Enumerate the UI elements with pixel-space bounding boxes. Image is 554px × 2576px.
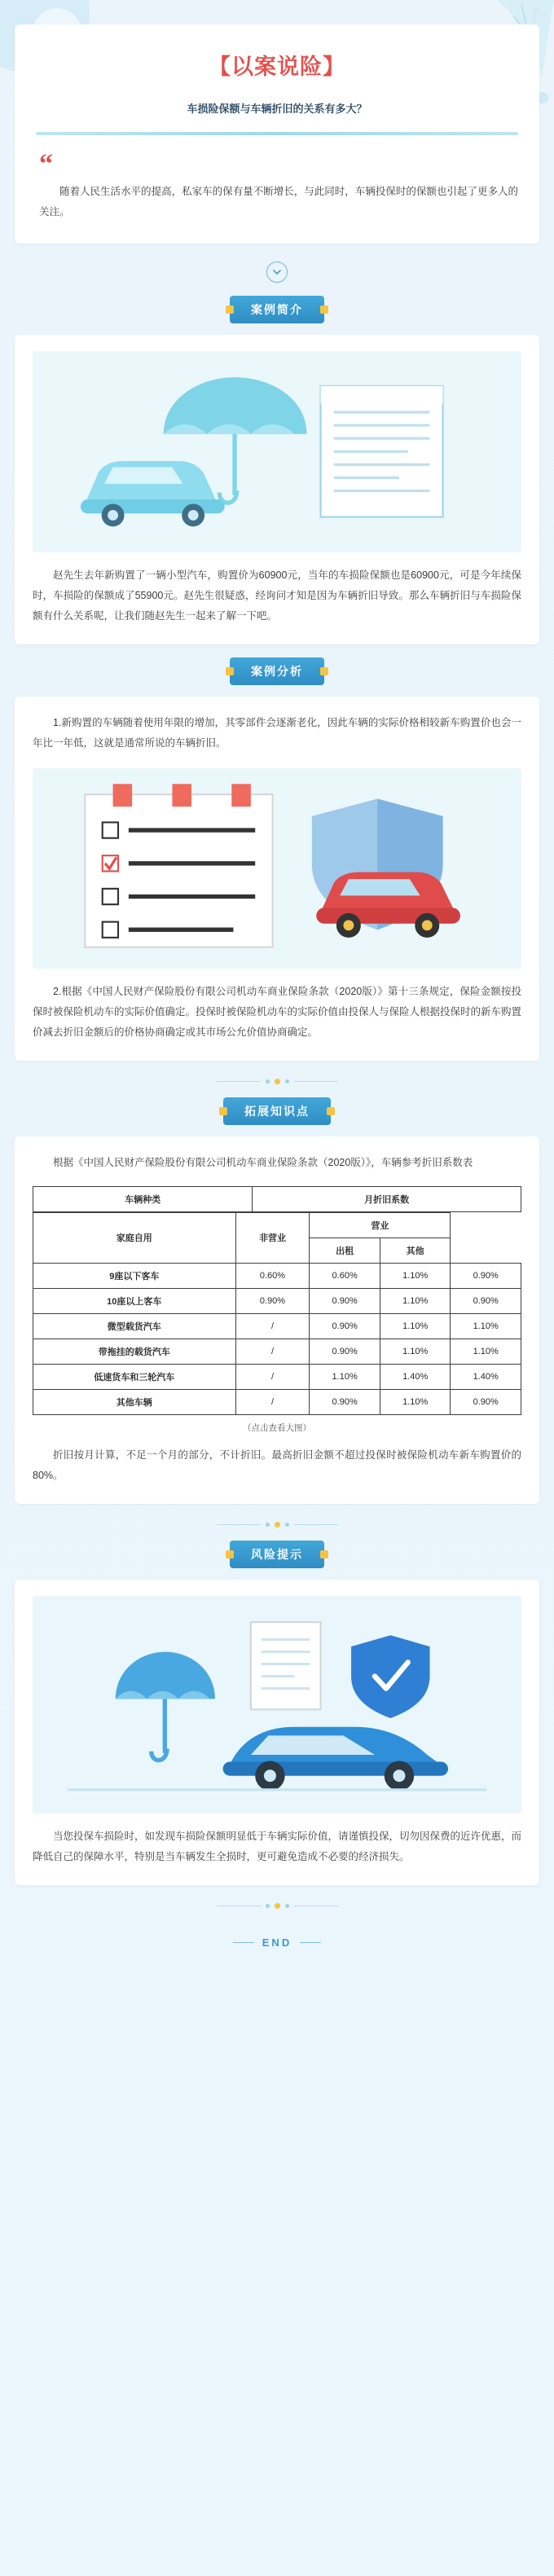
risk-paragraph: 当您投保车损险时，如发现车损险保额明显低于车辆实际价值，请谨慎投保，切勿因保费的近许优惠，而降低自己的保障水平，特别是当车辆发生全损时，更可避免造成不必要的经济损失。 [33,1831,522,1863]
panel-case-intro [15,335,539,644]
divider-dot [275,1522,280,1528]
cell-rent: 1.10% [380,1263,451,1288]
cell-nonbusiness: 0.90% [310,1313,380,1339]
cell-vehicle-type: 9座以下客车 [33,1263,236,1288]
header-card [15,24,539,244]
illustration-case-analysis [33,768,521,969]
cell-nonbusiness: 0.60% [310,1263,380,1288]
section-heading-case-analysis [15,657,539,685]
chevron-down-icon [266,262,288,283]
th-business: 营业 [310,1212,451,1237]
cell-family: 0.60% [235,1263,310,1288]
divider-dot [285,1523,289,1527]
badge-label: 拓展知识点 [223,1097,331,1125]
cell-nonbusiness: 0.90% [310,1339,380,1364]
cell-vehicle-type: 带拖挂的载货汽车 [33,1339,236,1364]
panel-case-analysis [15,697,539,1061]
case-intro-paragraph: 赵先生去年新购置了一辆小型汽车，购置价为60900元，当年的车损险保额也是60900元，可是今年续保时，车损险的保额成了55900元。赵先生很疑惑，经询问才知是因为车辆折旧导致。那么车辆折旧与车损险保额有什么关系呢，让我们随赵先生一起来了解一下吧。 [33,569,521,622]
section-divider [15,1079,539,1084]
cell-rent: 1.10% [380,1339,451,1364]
page-title: 【以案说险】 [209,55,345,79]
cell-other: 1.40% [451,1364,521,1389]
section-heading-risk [15,1541,539,1568]
depreciation-table[interactable] [33,1186,521,1212]
divider-dot [285,1079,289,1084]
cell-rent: 1.10% [380,1288,451,1313]
badge-label: 案例分析 [230,657,324,685]
panel-knowledge [15,1136,539,1504]
cell-family: / [235,1313,310,1339]
page-subtitle: 车损险保额与车辆折旧的关系有多大？ [187,103,367,115]
quote-mark-icon: “ [39,149,53,179]
divider-dot [275,1903,280,1909]
cell-vehicle-type: 其他车辆 [33,1389,236,1414]
cell-other: 1.10% [451,1313,521,1339]
cell-nonbusiness: 0.90% [310,1389,380,1414]
cell-rent: 1.10% [380,1389,451,1414]
divider-dot [266,1904,270,1908]
cell-family: 0.90% [235,1288,310,1313]
cell-other: 0.90% [451,1288,521,1313]
analysis-paragraph-1: 1.新购置的车辆随着使用年限的增加，其零部件会逐渐老化，因此车辆的实际价格相较新车购置价也会一年比一年低，这就是通常所说的车辆折旧。 [33,716,521,749]
table-enlarge-note[interactable]: （点击查看大图） [243,1422,311,1433]
table-row [33,1339,521,1364]
cell-nonbusiness: 0.90% [310,1288,380,1313]
car-umbrella-shield-illustration [33,1596,521,1814]
cell-family: / [235,1339,310,1364]
cell-nonbusiness: 1.10% [310,1364,380,1389]
divider-dot [266,1523,270,1527]
divider-line-left [217,1524,261,1525]
cell-other: 0.90% [451,1389,521,1414]
table-intro-text: 根据《中国人民财产保险股份有限公司机动车商业保险条款（2020版）》，车辆参考折旧系数表 [53,1157,473,1169]
title-divider [36,132,518,135]
divider-dot [285,1904,289,1908]
cell-vehicle-type: 低速货车和三轮汽车 [33,1364,236,1389]
cell-family: / [235,1389,310,1414]
th-monthly-rate: 月折旧系数 [253,1187,521,1212]
badge-label: 案例简介 [230,296,324,323]
section-divider [15,1903,539,1909]
table-footnote: 折旧按月计算，不足一个月的部分，不计折旧。最高折旧金额不超过投保时被保险机动车新车购置价的80%。 [33,1448,521,1481]
cell-vehicle-type: 10座以上客车 [33,1288,236,1313]
panel-risk [15,1580,539,1886]
illustration-case-intro [33,351,521,552]
th-other: 其他 [380,1237,451,1263]
cell-other: 0.90% [451,1263,521,1288]
th-family: 家庭自用 [33,1212,236,1263]
th-nonbusiness: 非营业 [235,1212,310,1263]
end-bar-left [233,1942,254,1943]
illustration-risk [33,1596,521,1814]
divider-line-right [294,1081,338,1082]
analysis-paragraph-2: 2.根据《中国人民财产保险股份有限公司机动车商业保险条款（2020版）》第十三条规定，保险金额按投保时被保险机动车的实际价值确定。投保时被保险机动车的实际价值由投保人与保险人根据投保时的新车购置价减去折旧金额后的价格协商确定或其市场公允价值协商确定。 [33,986,522,1039]
divider-line-right [294,1524,338,1525]
depreciation-table-body[interactable] [33,1212,521,1415]
table-row [33,1313,521,1339]
th-rent: 出租 [310,1237,380,1263]
badge-label: 风险提示 [230,1541,324,1568]
divider-dot [266,1079,270,1084]
cell-vehicle-type: 微型载货汽车 [33,1313,236,1339]
end-label: END [262,1936,292,1950]
section-heading-case-intro [15,296,539,323]
intro-text: 随着人民生活水平的提高，私家车的保有量不断增长，与此同时，车辆投保时的保额也引起了更多人的关注。 [39,186,518,218]
cell-rent: 1.40% [380,1364,451,1389]
divider-line-left [217,1081,261,1082]
section-heading-knowledge [15,1097,539,1125]
intro-quote [36,149,518,222]
scroll-down-indicator [15,262,539,283]
cell-other: 1.10% [451,1339,521,1364]
cell-family: / [235,1364,310,1389]
end-marker [15,1936,539,1949]
table-row [33,1288,521,1313]
table-row [33,1263,521,1288]
th-vehicle-type: 车辆种类 [33,1187,253,1212]
section-divider [15,1522,539,1528]
table-row [33,1389,521,1414]
checklist-car-shield-illustration [33,768,521,969]
end-bar-right [300,1942,321,1943]
table-row [33,1364,521,1389]
divider-dot [275,1079,280,1084]
cell-rent: 1.10% [380,1313,451,1339]
car-umbrella-document-illustration [33,351,521,552]
